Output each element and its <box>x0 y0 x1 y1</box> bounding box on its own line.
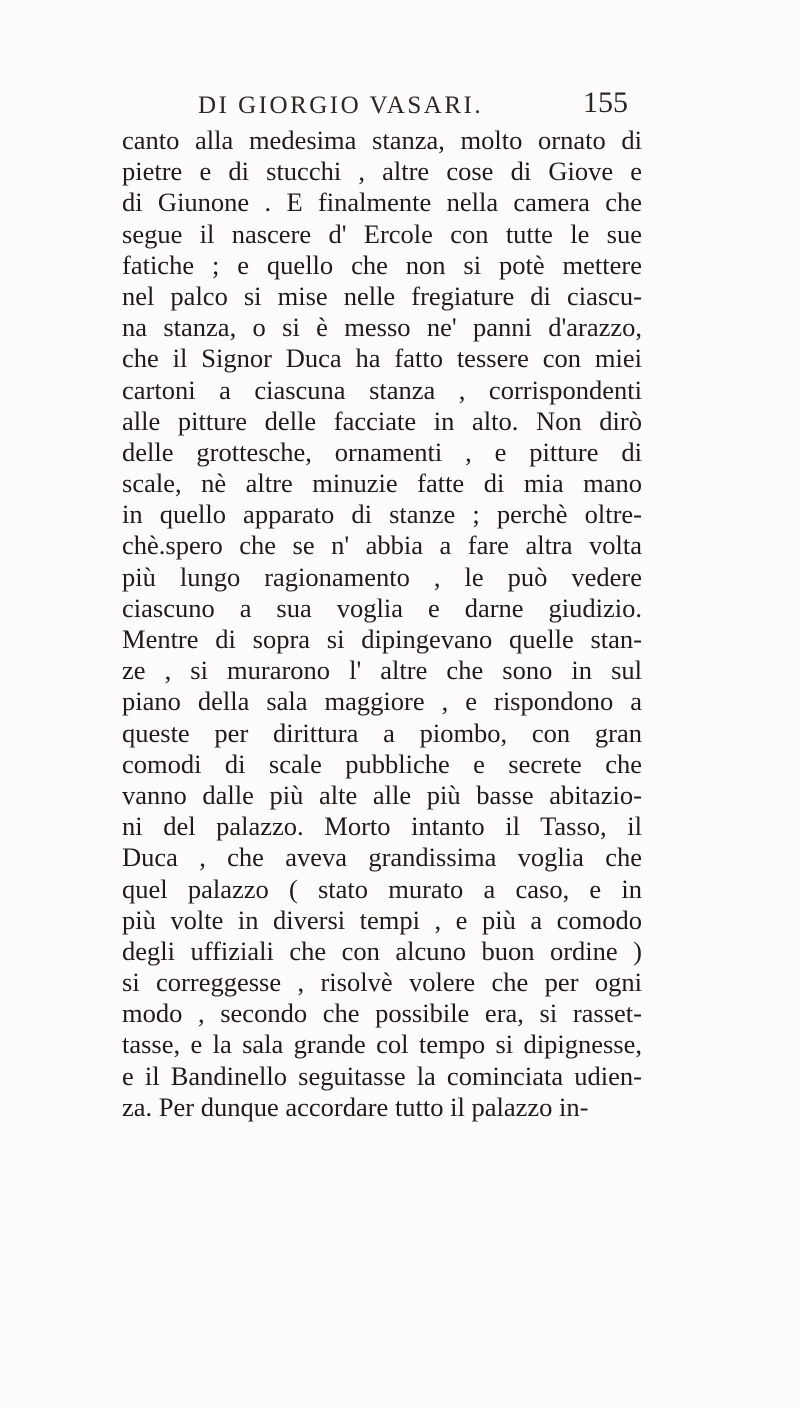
text-line: alle pitture delle facciate in alto. Non dirò <box>122 405 642 436</box>
text-line: quel palazzo ( stato murato a caso, e in <box>122 873 642 904</box>
text-line: nel palco si mise nelle fregiature di ciascu- <box>122 280 642 311</box>
text-line: cartoni a ciascuna stanza , corrispondenti <box>122 374 642 405</box>
text-line: di Giunone . E finalmente nella camera che <box>122 187 642 218</box>
text-line: scale, nè altre minuzie fatte di mia mano <box>122 468 642 499</box>
text-line: ciascuno a sua voglia e darne giudizio. <box>122 592 642 623</box>
text-line: vanno dalle più alte alle più basse abitazio- <box>122 779 642 810</box>
text-line: più lungo ragionamento , le può vedere <box>122 561 642 592</box>
text-line: chè.spero che se n' abbia a fare altra volta <box>122 530 642 561</box>
text-line: piano della sala maggiore , e rispondono a <box>122 686 642 717</box>
text-line: più volte in diversi tempi , e più a comodo <box>122 904 642 935</box>
text-line: si correggesse , risolvè volere che per ogni <box>122 967 642 998</box>
text-line: segue il nascere d' Ercole con tutte le sue <box>122 218 642 249</box>
page-number: 155 <box>583 86 628 119</box>
running-head <box>198 86 628 126</box>
text-line: delle grottesche, ornamenti , e pitture di <box>122 436 642 467</box>
text-line: in quello apparato di stanze ; perchè oltre- <box>122 499 642 530</box>
text-line: fatiche ; e quello che non si potè mettere <box>122 249 642 280</box>
text-line: e il Bandinello seguitasse la cominciata udien- <box>122 1060 642 1091</box>
body-text <box>122 125 642 1123</box>
text-line: queste per dirittura a piombo, con gran <box>122 717 642 748</box>
text-line: tasse, e la sala grande col tempo si dipignesse, <box>122 1029 642 1060</box>
text-line: ni del palazzo. Morto intanto il Tasso, il <box>122 811 642 842</box>
text-line: modo , secondo che possibile era, si rasset- <box>122 998 642 1029</box>
text-line: Mentre di sopra si dipingevano quelle stan- <box>122 624 642 654</box>
text-line: ze , si murarono l' altre che sono in sul <box>122 655 642 686</box>
text-line: degli uffiziali che con alcuno buon ordine ) <box>122 935 642 966</box>
text-line: che il Signor Duca ha fatto tessere con miei <box>122 343 642 374</box>
text-line: comodi di scale pubbliche e secrete che <box>122 748 642 779</box>
text-line: canto alla medesima stanza, molto ornato di <box>122 125 642 155</box>
text-line: pietre e di stucchi , altre cose di Giove e <box>122 156 642 187</box>
running-title: DI GIORGIO VASARI. <box>198 92 484 119</box>
text-line: na stanza, o si è messo ne' panni d'arazzo, <box>122 312 642 343</box>
text-line: Duca , che aveva grandissima voglia che <box>122 842 642 873</box>
text-line: za. Per dunque accordare tutto il palazzo in- <box>122 1091 589 1122</box>
